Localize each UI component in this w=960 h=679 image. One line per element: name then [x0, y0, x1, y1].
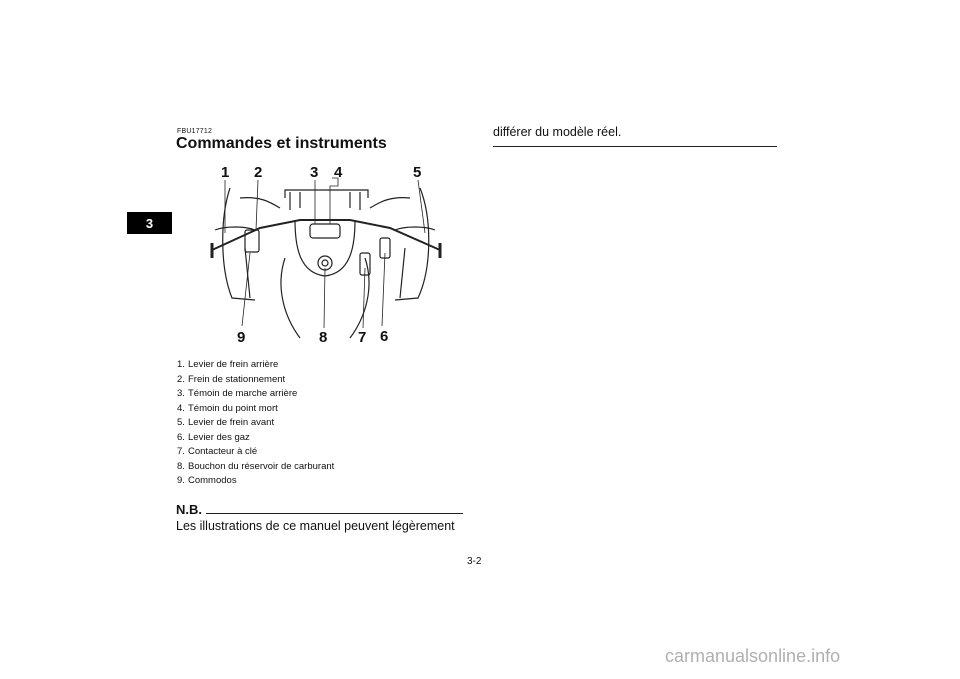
handlebar-figure: [200, 158, 450, 350]
legend-item: [177, 460, 334, 475]
legend-item: [177, 445, 334, 460]
legend-item-text: Contacteur à clé: [188, 446, 258, 457]
legend-item-text: Levier de frein arrière: [188, 359, 279, 370]
callout-4: 4: [334, 164, 343, 181]
legend-item: [177, 387, 334, 402]
callout-6: 6: [380, 328, 389, 345]
legend-item-number: 8.: [177, 460, 185, 472]
note-end-rule: [493, 146, 777, 147]
legend-item-number: 2.: [177, 373, 185, 385]
note-rule: [206, 513, 463, 514]
legend-item-text: Frein de stationnement: [188, 373, 286, 385]
legend-item-number: 1.: [177, 359, 185, 370]
page-number: 3-2: [467, 556, 482, 567]
legend-item: [177, 431, 334, 446]
watermark: carmanualsonline.info: [665, 646, 841, 666]
legend-item: [177, 402, 334, 417]
figure-legend: [177, 358, 334, 489]
callout-5: 5: [413, 164, 422, 181]
legend-item-number: 9.: [177, 475, 185, 486]
callout-3: 3: [310, 164, 319, 181]
callout-2: 2: [254, 164, 263, 181]
callout-9: 9: [237, 329, 246, 346]
chapter-tab-number: 3: [145, 215, 154, 231]
chapter-tab: [127, 212, 172, 234]
note-text-part2: différer du modèle réel.: [493, 125, 622, 139]
legend-item-number: 4.: [177, 402, 185, 414]
callout-1: 1: [221, 164, 230, 181]
legend-item-number: 6.: [177, 431, 185, 443]
legend-item-text: Levier des gaz: [188, 431, 250, 443]
handlebar-illustration: [200, 158, 450, 350]
note-heading: [176, 503, 463, 517]
section-code: FBU17712: [177, 128, 213, 135]
page-title: Commandes et instruments: [176, 135, 387, 152]
callout-8: 8: [319, 329, 328, 346]
legend-item-text: Témoin de marche arrière: [188, 388, 298, 399]
legend-item: [177, 373, 334, 388]
legend-item-number: 5.: [177, 417, 185, 428]
note-label: N.B.: [176, 502, 202, 517]
legend-item-text: Bouchon du réservoir de carburant: [188, 460, 335, 472]
legend-item-number: 3.: [177, 388, 185, 399]
callout-7: 7: [358, 329, 367, 346]
legend-item-text: Témoin du point mort: [188, 402, 278, 414]
legend-item: [177, 416, 334, 431]
legend-item: [177, 358, 334, 373]
legend-item-text: Levier de frein avant: [188, 417, 275, 428]
legend-item: [177, 474, 334, 489]
legend-item-text: Commodos: [188, 475, 237, 486]
note-text-part1: Les illustrations de ce manuel peuvent légèrement: [176, 519, 455, 533]
legend-item-number: 7.: [177, 446, 185, 457]
